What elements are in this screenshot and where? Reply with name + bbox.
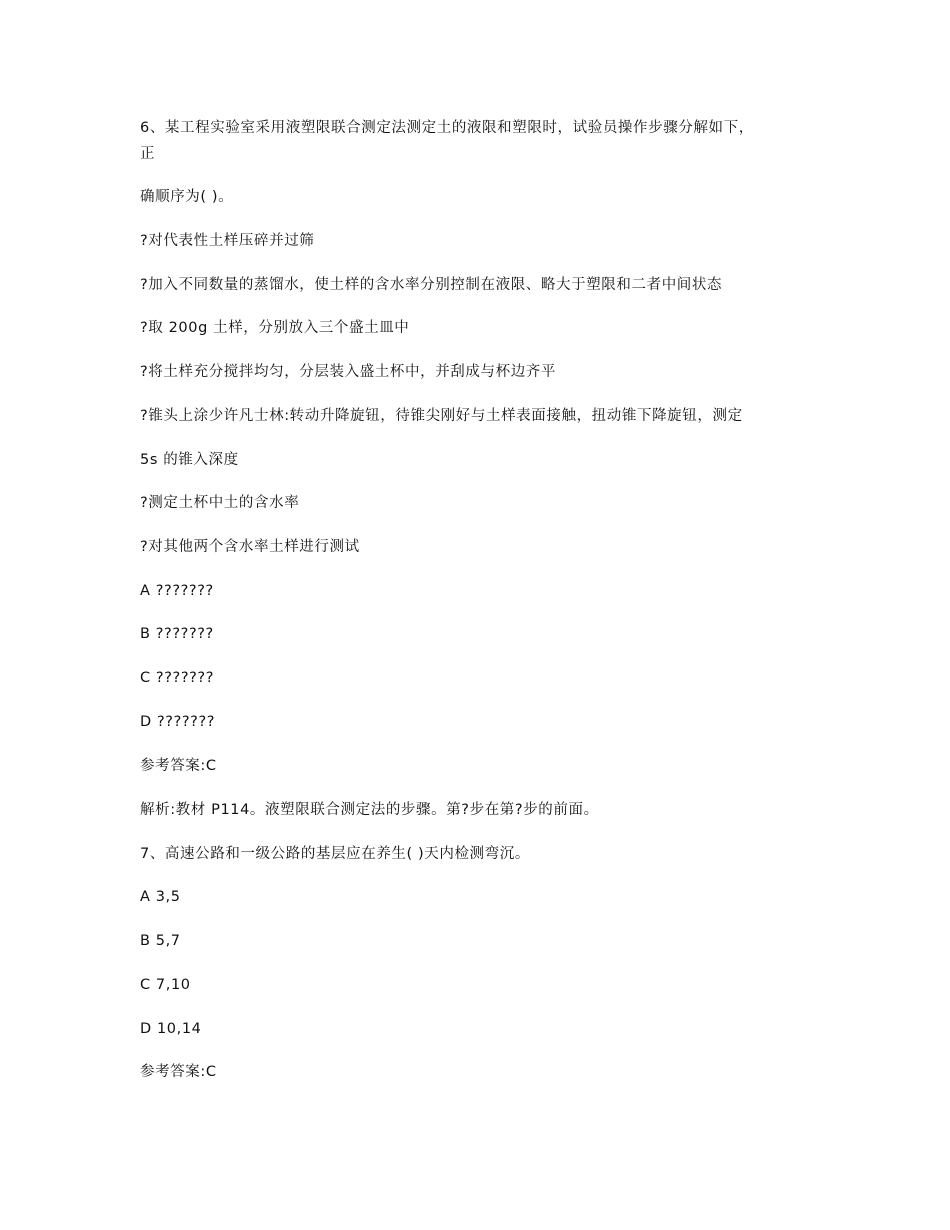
q6-step-6: ?测定土杯中土的含水率: [140, 495, 300, 511]
q7-option-b: B 5,7: [140, 933, 181, 949]
q7-answer: 参考答案:C: [140, 1064, 217, 1080]
q6-option-a: A ???????: [140, 583, 214, 599]
q6-step-2: ?加入不同数量的蒸馏水，使土样的含水率分别控制在液限、略大于塑限和二者中间状态: [140, 277, 723, 293]
q6-option-c: C ???????: [140, 670, 215, 686]
q6-step-4: ?将土样充分搅拌均匀，分层装入盛土杯中，并刮成与杯边齐平: [140, 364, 556, 380]
q6-step-1: ?对代表性土样压碎并过筛: [140, 233, 315, 249]
q6-stem-line-3: 确顺序为( )。: [140, 189, 234, 205]
q7-option-c: C 7,10: [140, 977, 191, 993]
q6-step-5-cont: 5s 的锥入深度: [140, 452, 239, 468]
q6-option-d: D ???????: [140, 714, 216, 730]
q6-stem-line-1: 6、某工程实验室采用液塑限联合测定法测定土的液限和塑限时，试验员操作步骤分解如下，: [140, 120, 754, 136]
q7-stem: 7、高速公路和一级公路的基层应在养生( )天内检测弯沉。: [140, 846, 530, 862]
q6-stem-line-2: 正: [140, 146, 156, 162]
q7-option-a: A 3,5: [140, 889, 181, 905]
q6-step-5: ?锥头上涂少许凡士林:转动升降旋钮，待锥尖刚好与土样表面接触，扭动锥下降旋钮，测定: [140, 408, 743, 424]
q6-step-7: ?对其他两个含水率土样进行测试: [140, 539, 360, 555]
q6-step-3: ?取 200g 土样，分别放入三个盛土皿中: [140, 320, 410, 336]
q6-answer: 参考答案:C: [140, 758, 217, 774]
q6-explanation: 解析:教材 P114。液塑限联合测定法的步骤。第?步在第?步的前面。: [140, 802, 599, 818]
q6-option-b: B ???????: [140, 626, 214, 642]
q7-option-d: D 10,14: [140, 1021, 202, 1037]
